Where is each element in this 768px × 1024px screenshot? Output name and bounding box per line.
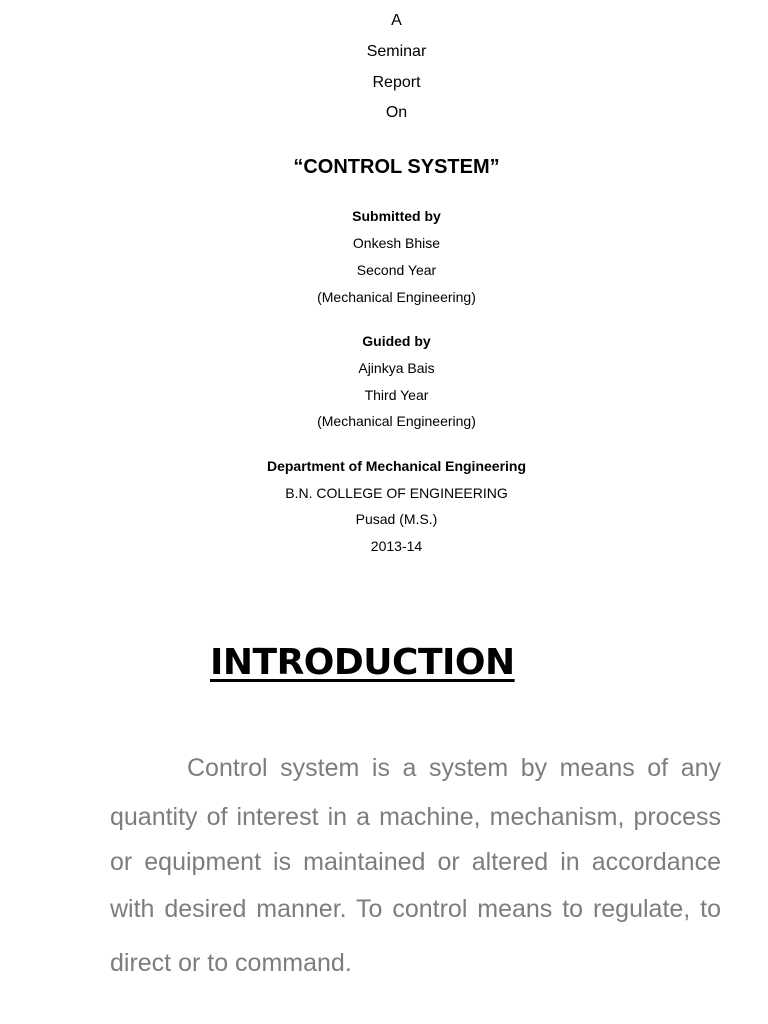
college-location: Pusad (M.S.) xyxy=(355,511,438,527)
cover-line-on: On xyxy=(385,104,408,121)
paragraph-line: or equipment is maintained or altered in accordance xyxy=(110,848,721,876)
paragraph-line: with desired manner. To control means to regulate, to xyxy=(110,895,721,923)
guided-by-heading: Guided by xyxy=(362,333,431,349)
academic-session: 2013-14 xyxy=(370,538,423,554)
submitted-by-branch: (Mechanical Engineering) xyxy=(317,289,476,305)
report-title: “CONTROL SYSTEM” xyxy=(293,156,500,178)
paragraph-line: quantity of interest in a machine, mechanism, process xyxy=(110,803,721,831)
guided-by-year: Third Year xyxy=(364,387,429,403)
paragraph-line: Control system is a system by means of any xyxy=(187,754,721,782)
department-name: Department of Mechanical Engineering xyxy=(266,458,527,474)
submitted-by-name: Onkesh Bhise xyxy=(352,235,441,251)
cover-line-report: Report xyxy=(372,74,421,91)
college-name: B.N. COLLEGE OF ENGINEERING xyxy=(285,485,508,501)
submitted-by-year: Second Year xyxy=(356,262,437,278)
guided-by-name: Ajinkya Bais xyxy=(358,360,435,376)
submitted-by-heading: Submitted by xyxy=(352,208,441,224)
cover-line-seminar: Seminar xyxy=(366,43,427,60)
cover-line-a: A xyxy=(391,12,402,29)
guided-by-branch: (Mechanical Engineering) xyxy=(317,413,476,429)
introduction-heading: INTRODUCTION xyxy=(210,642,515,683)
paragraph-line: direct or to command. xyxy=(110,949,352,977)
